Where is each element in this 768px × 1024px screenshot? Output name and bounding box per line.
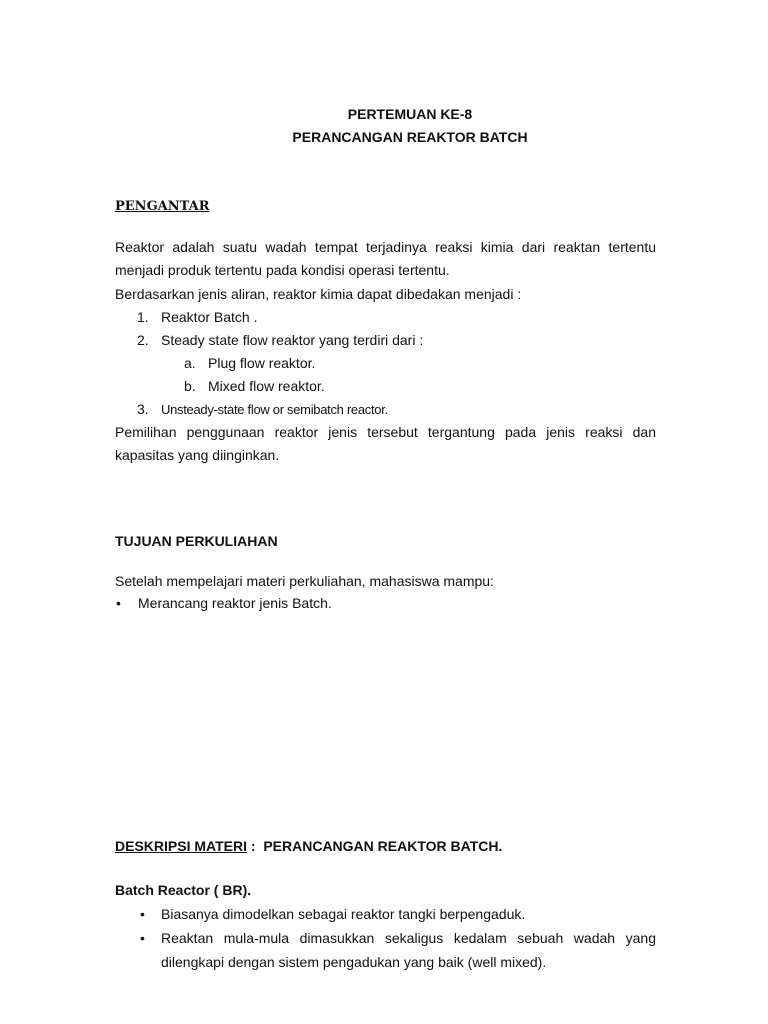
deskripsi-title: PERANCANGAN REAKTOR BATCH. xyxy=(263,838,503,854)
pengantar-paragraph-line: Pemilihan penggunaan reaktor jenis tersebut tergantung pada jenis reaksi dan xyxy=(115,424,656,440)
list-item: Merancang reaktor jenis Batch. xyxy=(138,595,332,611)
sublist-item: Plug flow reaktor. xyxy=(208,355,316,371)
section-heading-tujuan: TUJUAN PERKULIAHAN xyxy=(115,533,278,549)
sublist-letter: b. xyxy=(184,378,196,394)
list-item: Steady state flow reaktor yang terdiri dari : xyxy=(161,332,424,348)
pengantar-paragraph-line: Reaktor adalah suatu wadah tempat terjadinya reaksi kimia dari reaktan tertentu xyxy=(115,239,656,255)
subsection-heading: Batch Reactor ( BR). xyxy=(115,882,252,898)
list-item-line: Reaktan mula-mula dimasukkan sekaligus kedalam sebuah wadah yang xyxy=(161,930,656,946)
bullet-icon: • xyxy=(140,906,145,922)
list-item-line: dilengkapi dengan sistem pengadukan yang baik (well mixed). xyxy=(161,954,547,970)
list-number: 1. xyxy=(137,309,149,325)
list-number: 2. xyxy=(137,332,149,348)
section-heading-pengantar: PENGANTAR xyxy=(115,199,210,214)
deskripsi-label: DESKRIPSI MATERI xyxy=(115,838,247,854)
list-number: 3. xyxy=(137,401,149,417)
list-item: Reaktor Batch . xyxy=(161,309,258,325)
pengantar-paragraph-line: kapasitas yang diinginkan. xyxy=(115,447,280,463)
list-item: Biasanya dimodelkan sebagai reaktor tangki berpengaduk. xyxy=(161,906,526,922)
sublist-letter: a. xyxy=(184,355,196,371)
pengantar-paragraph-line: menjadi produk tertentu pada kondisi operasi tertentu. xyxy=(115,262,450,278)
bullet-icon: • xyxy=(140,930,145,946)
section-heading-deskripsi xyxy=(115,838,502,854)
sublist-item: Mixed flow reaktor. xyxy=(208,378,325,394)
tujuan-intro: Setelah mempelajari materi perkuliahan, mahasiswa mampu: xyxy=(115,573,494,589)
document-title: PERTEMUAN KE-8 xyxy=(347,106,473,122)
document-subtitle: PERANCANGAN REAKTOR BATCH xyxy=(292,129,528,145)
pengantar-paragraph: Berdasarkan jenis aliran, reaktor kimia dapat dibedakan menjadi : xyxy=(115,286,522,302)
list-item: Unsteady-state flow or semibatch reactor. xyxy=(161,402,388,417)
bullet-icon: • xyxy=(116,595,121,611)
deskripsi-colon: : xyxy=(246,838,256,854)
